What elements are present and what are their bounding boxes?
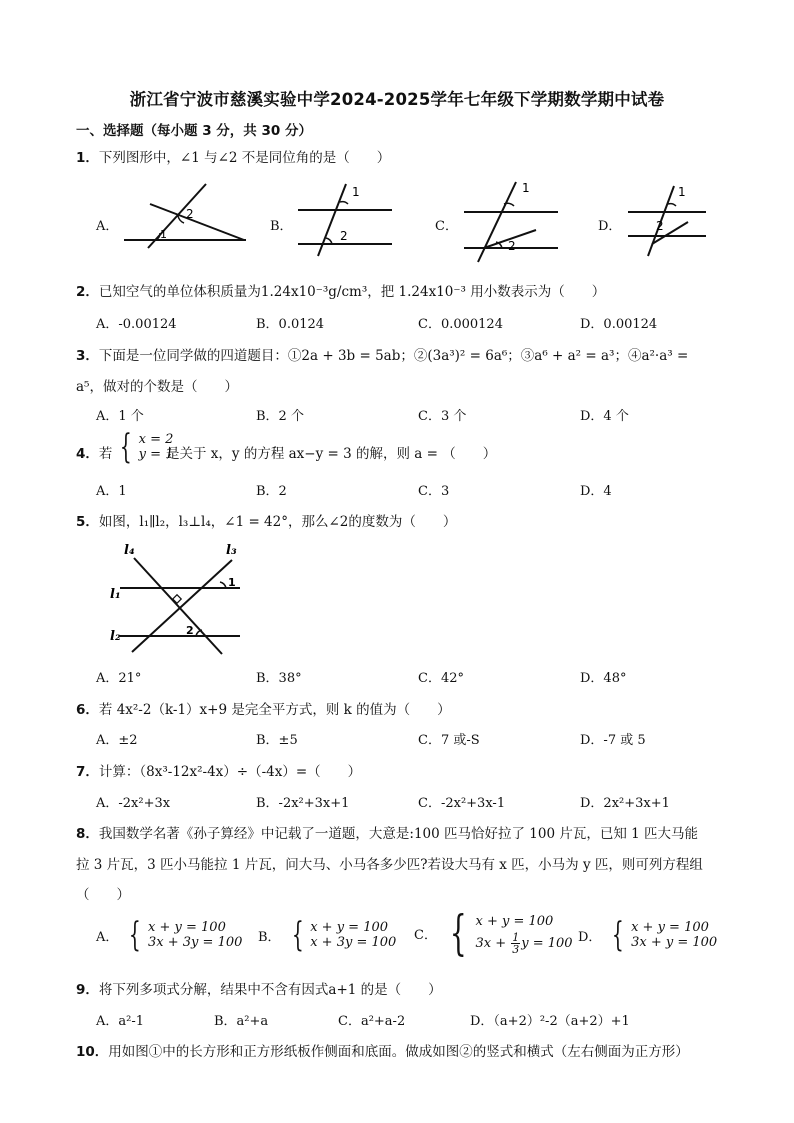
question-number: 4． xyxy=(76,446,99,462)
equation-part: 3x + xyxy=(475,935,511,951)
q5-option-d: D．48° xyxy=(580,671,627,686)
option-label: B． xyxy=(258,929,281,945)
q2-option-b: B．0.0124 xyxy=(256,317,325,332)
q5-figure xyxy=(108,540,248,660)
q1-figure-c xyxy=(460,180,560,264)
equation-row: 3x + 3y = 100 xyxy=(148,935,243,950)
equation-row: x + y = 100 xyxy=(148,920,226,935)
q9-option-c: C．a²+a-2 xyxy=(338,1014,406,1029)
angle-label: 1 xyxy=(522,181,530,195)
q5-option-a: A．21° xyxy=(96,671,142,686)
fraction xyxy=(511,932,520,955)
question-number: 2． xyxy=(76,284,99,300)
angle-label: 1 xyxy=(352,185,360,199)
q5-option-c: C．42° xyxy=(418,671,464,686)
q6-option-d: D．-7 或 5 xyxy=(580,733,646,748)
page-title: 浙江省宁波市慈溪实验中学2024-2025学年七年级下学期数学期中试卷 xyxy=(129,90,665,109)
q3-option-c: C．3 个 xyxy=(418,409,467,424)
question-text: 是关于 x，y 的方程 ax−y = 3 的解，则 a = （ ） xyxy=(166,446,497,462)
q4-option-c: C．3 xyxy=(418,484,450,499)
question-3-cont: a⁵，做对的个数是（ ） xyxy=(76,379,238,395)
angle-label: 1 xyxy=(678,185,686,199)
q9-option-a: A．a²-1 xyxy=(96,1014,145,1029)
q3-option-d: D．4 个 xyxy=(580,409,629,424)
question-7 xyxy=(76,760,361,780)
question-number: 3． xyxy=(76,348,99,364)
question-text: 下面是一位同学做的四道题目：①2a + 3b = 5ab；②(3a³)² = 6a⁶；③a⁶ + a² = a³；④a²·a³ = xyxy=(98,348,689,364)
q1-option-a: A． xyxy=(96,219,119,234)
question-text: 已知空气的单位体积质量为1.24x10⁻³g/cm³，把 1.24x10⁻³ 用小数表示为（ ） xyxy=(98,284,606,300)
q1-option-b: B． xyxy=(270,219,293,234)
equation-row: x + y = 100 xyxy=(475,913,554,929)
brace: { xyxy=(119,427,132,467)
q3-option-a: A．1 个 xyxy=(96,409,144,424)
line-label: l₁ xyxy=(110,587,121,602)
question-8-cont: 拉 3 片瓦，3 匹小马能拉 1 片瓦，问大马、小马各多少匹?若设大马有 x 匹，小马为 y 匹，则可列方程组 xyxy=(76,857,703,873)
line-label: l₄ xyxy=(124,543,135,558)
question-8-cont: （ ） xyxy=(76,887,130,903)
question-2 xyxy=(76,280,605,300)
section-heading: 一、选择题（每小题 3 分，共 30 分） xyxy=(76,123,312,139)
angle-label: 2 xyxy=(186,207,194,221)
question-6 xyxy=(76,698,451,718)
question-8 xyxy=(76,822,698,842)
question-4-num xyxy=(76,442,112,462)
angle-label: 1 xyxy=(160,228,167,241)
angle-label: 2 xyxy=(186,624,194,637)
q3-option-b: B．2 个 xyxy=(256,409,304,424)
angle-label: 2 xyxy=(340,229,348,243)
q7-option-c: C．-2x²+3x-1 xyxy=(418,796,506,811)
equation-row: y = 1 xyxy=(138,447,174,462)
q8-option-a xyxy=(96,915,243,955)
equation-row: x + y = 100 xyxy=(310,920,389,935)
option-label: A． xyxy=(96,929,119,945)
numerator: 1 xyxy=(512,930,520,944)
equation-row: x + y = 100 xyxy=(631,920,709,935)
question-number: 5． xyxy=(76,514,99,530)
equation-row xyxy=(476,932,573,955)
q7-option-b: B．-2x²+3x+1 xyxy=(256,796,350,811)
question-number: 10． xyxy=(76,1044,109,1060)
question-text: 我国数学名著《孙子算经》中记载了一道题，大意是:100 匹马恰好拉了 100 片瓦，已知 1 匹大马能 xyxy=(98,826,699,842)
q9-option-d: D．（a+2）²-2（a+2）+1 xyxy=(470,1014,630,1029)
question-10 xyxy=(76,1040,689,1060)
question-number: 7． xyxy=(76,764,99,780)
q7-option-d: D．2x²+3x+1 xyxy=(580,796,670,811)
q1-figure-a xyxy=(120,178,250,250)
q2-option-d: D．0.00124 xyxy=(580,317,658,332)
q6-option-a: A．±2 xyxy=(96,733,138,748)
question-9 xyxy=(76,978,442,998)
q4-equation-system xyxy=(115,427,174,467)
question-5 xyxy=(76,510,456,530)
question-text: 下列图形中，∠1 与∠2 不是同位角的是（ ） xyxy=(98,150,391,166)
line-label: l₂ xyxy=(110,629,121,644)
q5-option-b: B．38° xyxy=(256,671,302,686)
question-text: 若 4x²-2（k-1）x+9 是完全平方式，则 k 的值为（ ） xyxy=(98,702,451,718)
question-3 xyxy=(76,344,688,364)
q8-option-d xyxy=(578,915,718,955)
q9-option-b: B．a²+a xyxy=(214,1014,269,1029)
q8-option-c xyxy=(414,905,573,961)
question-text: 将下列多项式分解，结果中不含有因式a+1 的是（ ） xyxy=(98,982,442,998)
q6-option-b: B．±5 xyxy=(256,733,298,748)
q1-option-c: C． xyxy=(435,219,458,234)
question-text: 计算：（8x³-12x²-4x）÷（-4x）=（ ） xyxy=(98,764,362,780)
line-label: l₃ xyxy=(226,543,237,558)
equation-row: x + 3y = 100 xyxy=(310,935,397,950)
q1-figure-b xyxy=(296,182,396,258)
q4-option-d: D．4 xyxy=(580,484,612,499)
q4-option-a: A．1 xyxy=(96,484,127,499)
q1-option-d: D． xyxy=(598,219,622,234)
brace: { xyxy=(291,915,304,955)
equation-row: 3x + y = 100 xyxy=(631,935,718,950)
question-number: 1． xyxy=(76,150,99,166)
question-1 xyxy=(76,146,390,166)
q2-option-a: A．-0.00124 xyxy=(96,317,177,332)
equation-part: y = 100 xyxy=(521,935,573,951)
q6-option-c: C．7 或-S xyxy=(418,733,480,748)
q4-option-b: B．2 xyxy=(256,484,287,499)
equation-row: x = 2 xyxy=(138,432,174,447)
question-number: 6． xyxy=(76,702,99,718)
q7-option-a: A．-2x²+3x xyxy=(96,796,171,811)
question-number: 8． xyxy=(76,826,99,842)
angle-label: 2 xyxy=(508,239,516,253)
question-text: 若 xyxy=(98,446,113,462)
q8-option-b xyxy=(258,915,397,955)
question-number: 9． xyxy=(76,982,99,998)
brace: { xyxy=(449,905,467,961)
angle-label: 2 xyxy=(656,219,664,233)
option-label: C． xyxy=(414,927,437,943)
q1-figure-d xyxy=(626,182,710,258)
denominator: 3 xyxy=(512,942,520,956)
q2-option-c: C．0.000124 xyxy=(418,317,503,332)
question-text: 如图，l₁∥l₂，l₃⊥l₄，∠1 = 42°，那么∠2的度数为（ ） xyxy=(98,514,457,530)
angle-label: 1 xyxy=(228,576,236,589)
question-text: 用如图①中的长方形和正方形纸板作侧面和底面。做成如图②的竖式和横式（左右侧面为正方形） xyxy=(108,1044,689,1060)
option-label: D． xyxy=(578,929,602,945)
brace: { xyxy=(129,915,142,955)
brace: { xyxy=(612,915,625,955)
